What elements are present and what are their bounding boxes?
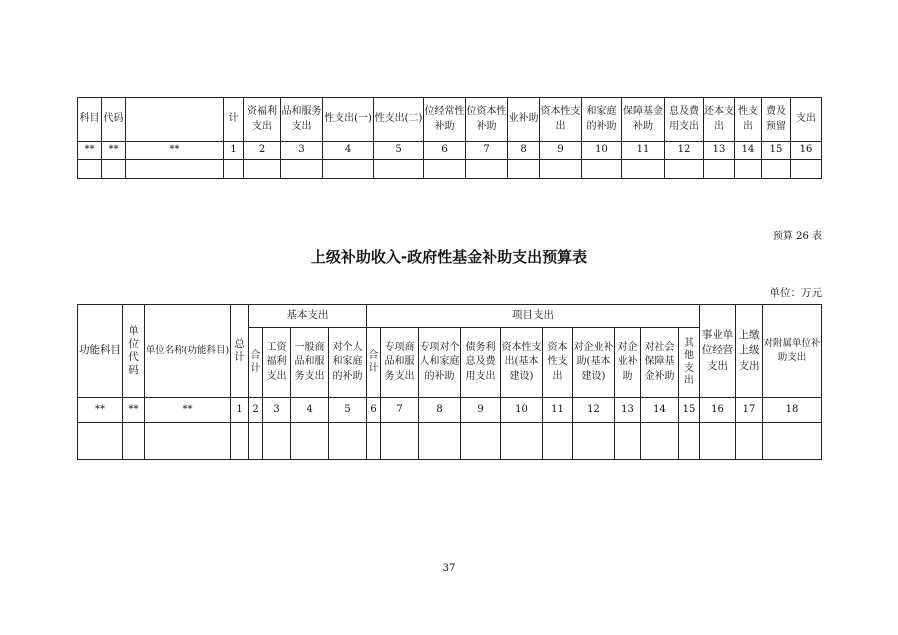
page-number: 37 (442, 563, 456, 574)
basic-subtotal-text: 合计 (250, 350, 261, 374)
header-cell: 支出 (791, 98, 822, 142)
project-subtotal-text: 合计 (368, 350, 379, 374)
header-cell (126, 98, 224, 142)
header-cell: 科目 (78, 98, 102, 142)
number-cell: 13 (615, 398, 641, 423)
number-cell: 15 (762, 142, 791, 160)
data-cell[interactable] (78, 423, 123, 460)
number-cell: ** (126, 142, 224, 160)
table-header-row (78, 98, 822, 142)
number-cell: 7 (466, 142, 508, 160)
header-cell: 费及预留 (762, 98, 791, 142)
number-cell: 16 (700, 398, 736, 423)
header-cell: 计 (224, 98, 244, 142)
column-number-row (78, 398, 822, 423)
number-cell: 5 (329, 398, 367, 423)
data-cell[interactable] (231, 423, 249, 460)
number-cell: 1 (224, 142, 244, 160)
total-header-text: 总计 (234, 337, 245, 363)
data-cell[interactable] (791, 160, 822, 179)
data-cell[interactable] (735, 160, 762, 179)
function-subject-header: 功能科目 (78, 305, 123, 398)
data-cell[interactable] (224, 160, 244, 179)
header-cell: 位经常性补助 (424, 98, 466, 142)
header-cell: 和家庭的补助 (582, 98, 622, 142)
number-cell: 4 (323, 142, 374, 160)
number-cell: 18 (763, 398, 822, 423)
data-cell[interactable] (543, 423, 573, 460)
data-cell[interactable] (329, 423, 367, 460)
data-cell[interactable] (381, 423, 419, 460)
project-subcol-header: 对社会保障基金补助 (641, 328, 679, 398)
data-cell[interactable] (424, 160, 466, 179)
data-cell[interactable] (145, 423, 231, 460)
budget-table (77, 304, 822, 460)
header-cell: 性支出(二) (374, 98, 424, 142)
number-cell: 6 (367, 398, 381, 423)
header-cell: 息及费用支出 (665, 98, 704, 142)
number-cell: 11 (543, 398, 573, 423)
project-subcol-header: 专项对个人和家庭的补助 (419, 328, 461, 398)
project-expenditure-group: 项目支出 (367, 305, 700, 328)
data-cell[interactable] (582, 160, 622, 179)
number-cell: 9 (540, 142, 582, 160)
data-cell[interactable] (123, 423, 145, 460)
data-cell[interactable] (763, 423, 822, 460)
header-cell: 性支出(一) (323, 98, 374, 142)
project-subcol-header: 资本性支出 (543, 328, 573, 398)
data-cell[interactable] (704, 160, 735, 179)
data-cell[interactable] (249, 423, 263, 460)
data-cell[interactable] (374, 160, 424, 179)
number-cell: 14 (641, 398, 679, 423)
project-subcol-header: 对企业补助(基本建设) (573, 328, 615, 398)
page-title: 上级补助收入-政府性基金补助支出预算表 (310, 248, 588, 266)
basic-subcol-header: 工资福利支出 (263, 328, 291, 398)
header-cell: 品和服务支出 (281, 98, 323, 142)
data-cell[interactable] (126, 160, 224, 179)
data-cell[interactable] (419, 423, 461, 460)
number-cell: 8 (419, 398, 461, 423)
unit-label: 单位：万元 (769, 287, 822, 299)
data-cell[interactable] (641, 423, 679, 460)
number-cell: 10 (501, 398, 543, 423)
data-cell[interactable] (244, 160, 281, 179)
header-cell: 资福利支出 (244, 98, 281, 142)
data-cell[interactable] (323, 160, 374, 179)
data-cell[interactable] (700, 423, 736, 460)
header-cell: 资本性支出 (540, 98, 582, 142)
number-cell: ** (102, 142, 126, 160)
project-subcol-header: 对企业补助 (615, 328, 641, 398)
header-cell: 保障基金补助 (622, 98, 665, 142)
data-cell[interactable] (508, 160, 540, 179)
number-cell: 13 (704, 142, 735, 160)
column-number-row (78, 142, 822, 160)
number-cell: 14 (735, 142, 762, 160)
basic-expenditure-group: 基本支出 (249, 305, 367, 328)
unit-code-header (123, 305, 145, 398)
expenditure-table-top (77, 97, 822, 179)
number-cell: 2 (244, 142, 281, 160)
number-cell: 3 (281, 142, 323, 160)
basic-subtotal-header (249, 328, 263, 398)
number-cell: 3 (263, 398, 291, 423)
number-cell: 1 (231, 398, 249, 423)
data-cell[interactable] (461, 423, 501, 460)
other-expenditure-header (679, 328, 700, 398)
business-expenditure-header: 事业单位经营支出 (700, 305, 736, 398)
basic-subcol-header: 一般商品和服务支出 (291, 328, 329, 398)
data-cell[interactable] (762, 160, 791, 179)
data-cell[interactable] (615, 423, 641, 460)
data-cell[interactable] (281, 160, 323, 179)
data-cell[interactable] (622, 160, 665, 179)
header-cell: 代码 (102, 98, 126, 142)
data-cell[interactable] (291, 423, 329, 460)
unit-code-header-text: 单位代码 (128, 324, 139, 377)
number-cell: 9 (461, 398, 501, 423)
header-cell: 业补助 (508, 98, 540, 142)
number-cell: 16 (791, 142, 822, 160)
data-cell[interactable] (102, 160, 126, 179)
number-cell: 15 (679, 398, 700, 423)
upper-level-payment-header: 上缴上级支出 (736, 305, 763, 398)
other-expenditure-text: 其他支出 (684, 337, 695, 386)
total-header (231, 305, 249, 398)
number-cell: 4 (291, 398, 329, 423)
data-cell[interactable] (665, 160, 704, 179)
number-cell: 17 (736, 398, 763, 423)
header-cell: 位资本性补助 (466, 98, 508, 142)
affiliate-subsidy-header: 对附属单位补助支出 (763, 305, 822, 398)
project-subcol-header: 债务利息及费用支出 (461, 328, 501, 398)
data-cell[interactable] (367, 423, 381, 460)
project-subcol-header: 资本性支出(基本建设) (501, 328, 543, 398)
number-cell: 8 (508, 142, 540, 160)
project-subtotal-header (367, 328, 381, 398)
data-cell[interactable] (679, 423, 700, 460)
number-cell: 5 (374, 142, 424, 160)
basic-subcol-header: 对个人和家庭的补助 (329, 328, 367, 398)
number-cell: 6 (424, 142, 466, 160)
data-cell[interactable] (501, 423, 543, 460)
number-cell: ** (78, 142, 102, 160)
data-cell[interactable] (540, 160, 582, 179)
data-cell[interactable] (466, 160, 508, 179)
empty-data-row (78, 423, 822, 460)
header-cell: 性支出 (735, 98, 762, 142)
empty-data-row (78, 160, 822, 179)
number-cell: ** (123, 398, 145, 423)
unit-name-header: 单位名称(功能科目) (145, 305, 231, 398)
table-number-label: 预算 26 表 (772, 231, 822, 242)
data-cell[interactable] (736, 423, 763, 460)
project-subcol-header: 专项商品和服务支出 (381, 328, 419, 398)
data-cell[interactable] (573, 423, 615, 460)
data-cell[interactable] (78, 160, 102, 179)
header-cell: 还本支出 (704, 98, 735, 142)
number-cell: ** (145, 398, 231, 423)
number-cell: 11 (622, 142, 665, 160)
number-cell: 12 (665, 142, 704, 160)
number-cell: 2 (249, 398, 263, 423)
number-cell: 12 (573, 398, 615, 423)
data-cell[interactable] (263, 423, 291, 460)
number-cell: 7 (381, 398, 419, 423)
number-cell: 10 (582, 142, 622, 160)
number-cell: ** (78, 398, 123, 423)
table-header-row-group (78, 305, 822, 328)
